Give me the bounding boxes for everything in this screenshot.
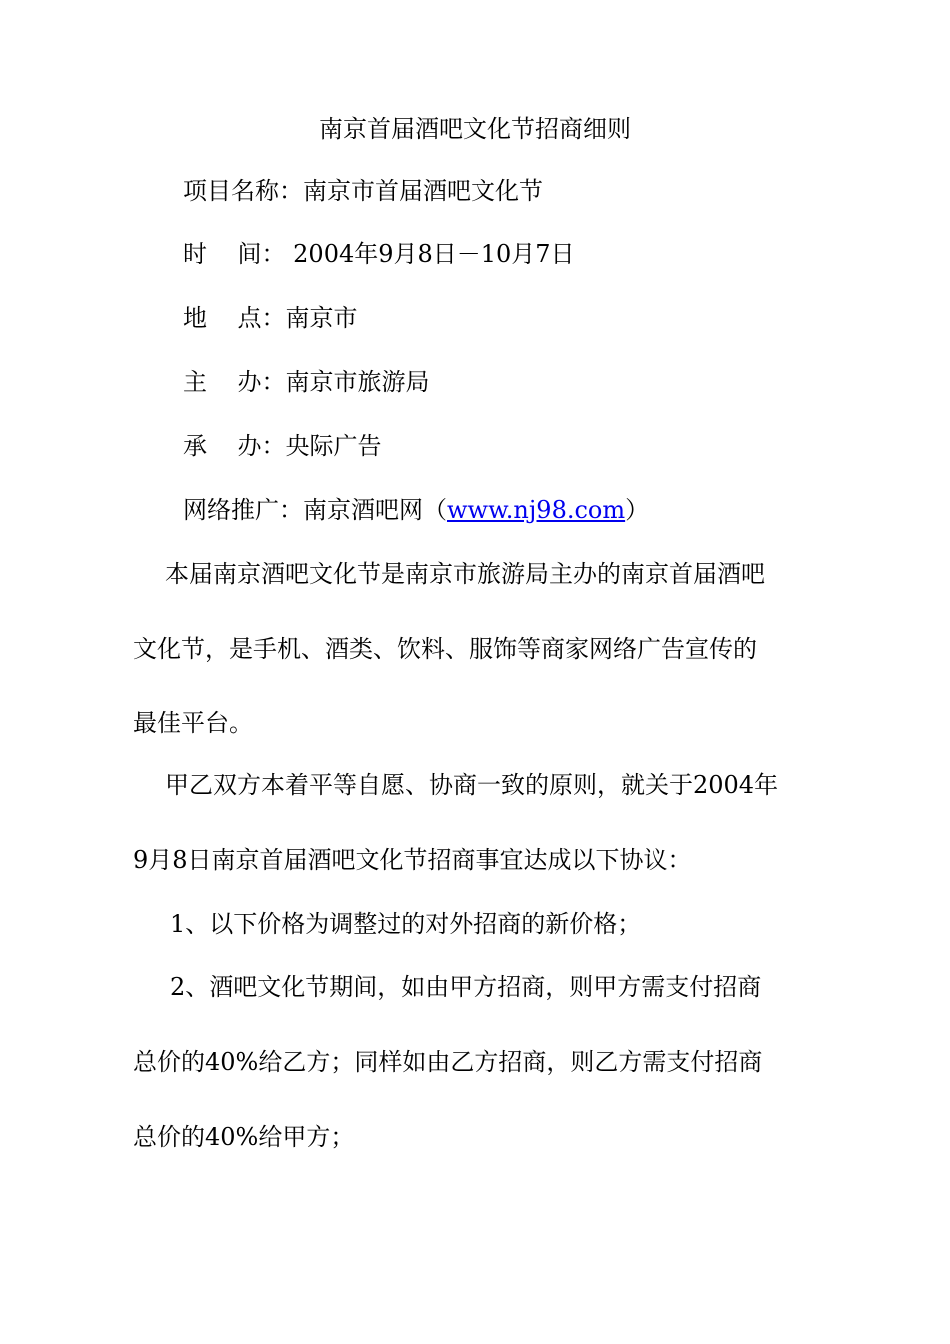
time-label: 时 间： — [183, 240, 286, 268]
organizer-label: 承 办： — [183, 432, 286, 460]
list-item-1: 1、以下价格为调整过的对外招商的新价格； — [170, 910, 642, 938]
place-value: 南京市 — [285, 304, 358, 332]
promotion-label: 网络推广： — [183, 496, 303, 524]
list-item-2-line-1: 2、酒吧文化节期间，如由甲方招商，则甲方需支付招商 — [170, 973, 762, 1001]
organizer-value: 央际广告 — [285, 432, 382, 460]
organizer-line — [183, 429, 382, 463]
place-label: 地 点： — [183, 304, 286, 332]
time-line — [183, 237, 575, 271]
promotion-close: ） — [625, 496, 650, 524]
project-name-value: 南京市首届酒吧文化节 — [303, 177, 543, 205]
promotion-value: 南京酒吧网（ — [303, 496, 447, 524]
host-label: 主 办： — [183, 368, 286, 396]
host-value: 南京市旅游局 — [285, 368, 430, 396]
paragraph-2-line-1: 甲乙双方本着平等自愿、协商一致的原则，就关于2004年 — [165, 771, 779, 799]
paragraph-1-line-1: 本届南京酒吧文化节是南京市旅游局主办的南京首届酒吧 — [165, 560, 765, 588]
list-item-2-line-2: 总价的40%给乙方；同样如由乙方招商，则乙方需支付招商 — [133, 1048, 763, 1076]
place-line — [183, 301, 358, 335]
project-name-line — [183, 174, 543, 208]
document-title: 南京首届酒吧文化节招商细则 — [319, 115, 631, 143]
website-link[interactable]: www.nj98.com — [447, 496, 626, 524]
paragraph-1-line-3: 最佳平台。 — [133, 709, 253, 737]
promotion-line — [183, 493, 649, 527]
project-name-label: 项目名称： — [183, 177, 303, 205]
paragraph-2-line-2: 9月8日南京首届酒吧文化节招商事宜达成以下协议： — [133, 846, 692, 874]
list-item-2-line-3: 总价的40%给甲方； — [133, 1123, 355, 1151]
paragraph-1-line-2: 文化节，是手机、酒类、饮料、服饰等商家网络广告宣传的 — [133, 635, 757, 663]
time-value: 2004年9月8日－10月7日 — [293, 240, 575, 268]
host-line — [183, 365, 430, 399]
